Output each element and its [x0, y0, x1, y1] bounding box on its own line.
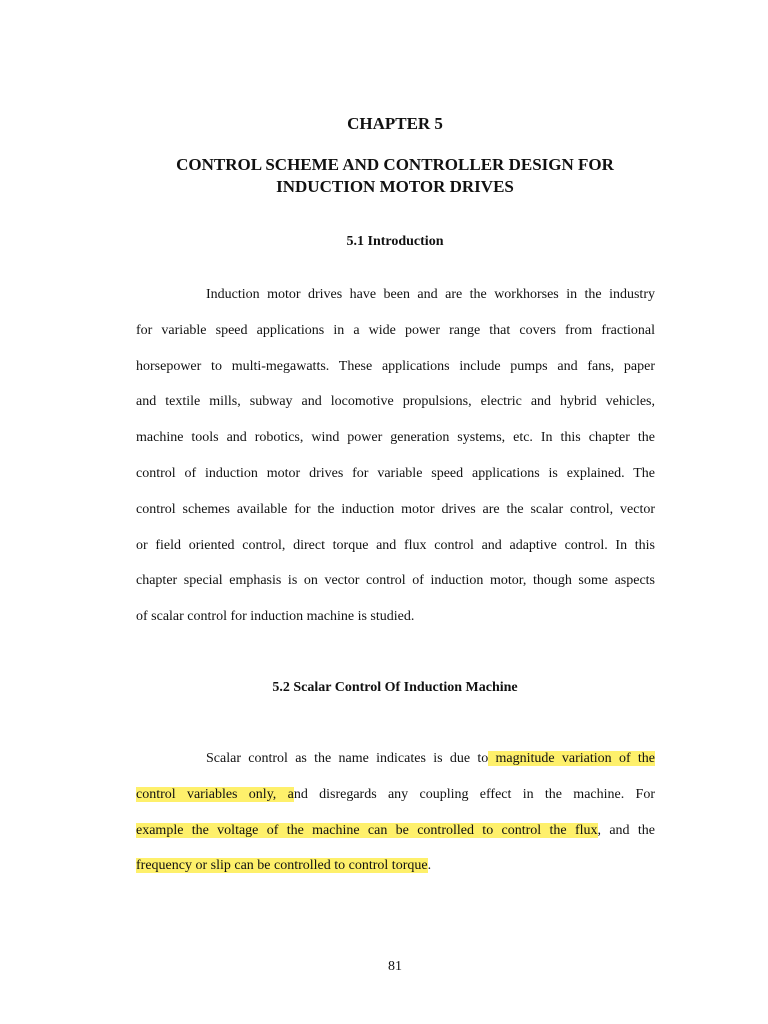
paragraph-text: , and the	[597, 822, 655, 838]
paragraph-line: and textile mills, subway and locomotive propulsions, electric and hybrid vehicles,	[136, 394, 655, 410]
paragraph-line: machine tools and robotics, wind power generation systems, etc. In this chapter the	[136, 430, 655, 446]
highlighted-text: control variables only, a	[136, 786, 294, 802]
paragraph-text: Scalar control as the name indicates is due to	[206, 751, 489, 766]
chapter-title-line-2: INDUCTION MOTOR DRIVES	[276, 177, 514, 196]
paragraph-line: chapter special emphasis is on vector control of induction motor, though some aspects	[136, 573, 655, 589]
paragraph-line: control of induction motor drives for variable speed applications is explained. The	[136, 465, 655, 481]
paragraph-line	[136, 786, 655, 822]
paragraph-line: horsepower to multi-megawatts. These applications include pumps and fans, paper	[136, 358, 655, 374]
section-heading-introduction: 5.1 Introduction	[346, 234, 444, 249]
introduction-paragraph	[136, 286, 655, 644]
paragraph-line	[136, 822, 655, 858]
paragraph-line: or field oriented control, direct torque and flux control and adaptive control. In this	[136, 537, 655, 553]
page-number: 81	[388, 959, 402, 974]
highlighted-text: frequency or slip can be controlled to control torque	[136, 858, 428, 874]
paragraph-text: nd disregards any coupling effect in the machine. For	[293, 786, 655, 802]
paragraph-line: control schemes available for the induction motor drives are the scalar control, vector	[136, 501, 655, 517]
highlighted-text: magnitude variation of the	[488, 751, 656, 766]
paragraph-line: Induction motor drives have been and are the workhorses in the industry	[206, 287, 655, 302]
paragraph-text: .	[427, 858, 432, 874]
paragraph-line: of scalar control for induction machine is studied.	[136, 609, 415, 625]
paragraph-line	[136, 857, 655, 893]
scalar-control-paragraph	[136, 750, 655, 893]
chapter-label: CHAPTER 5	[347, 114, 443, 133]
highlighted-text: example the voltage of the machine can be controlled to control the flux	[136, 822, 598, 838]
paragraph-line: for variable speed applications in a wide power range that covers from fractional	[136, 322, 655, 338]
chapter-title-line-1: CONTROL SCHEME AND CONTROLLER DESIGN FOR	[176, 155, 614, 174]
paragraph-line	[136, 750, 655, 786]
chapter-title	[0, 154, 768, 198]
section-heading-scalar-control: 5.2 Scalar Control Of Induction Machine	[272, 680, 518, 695]
